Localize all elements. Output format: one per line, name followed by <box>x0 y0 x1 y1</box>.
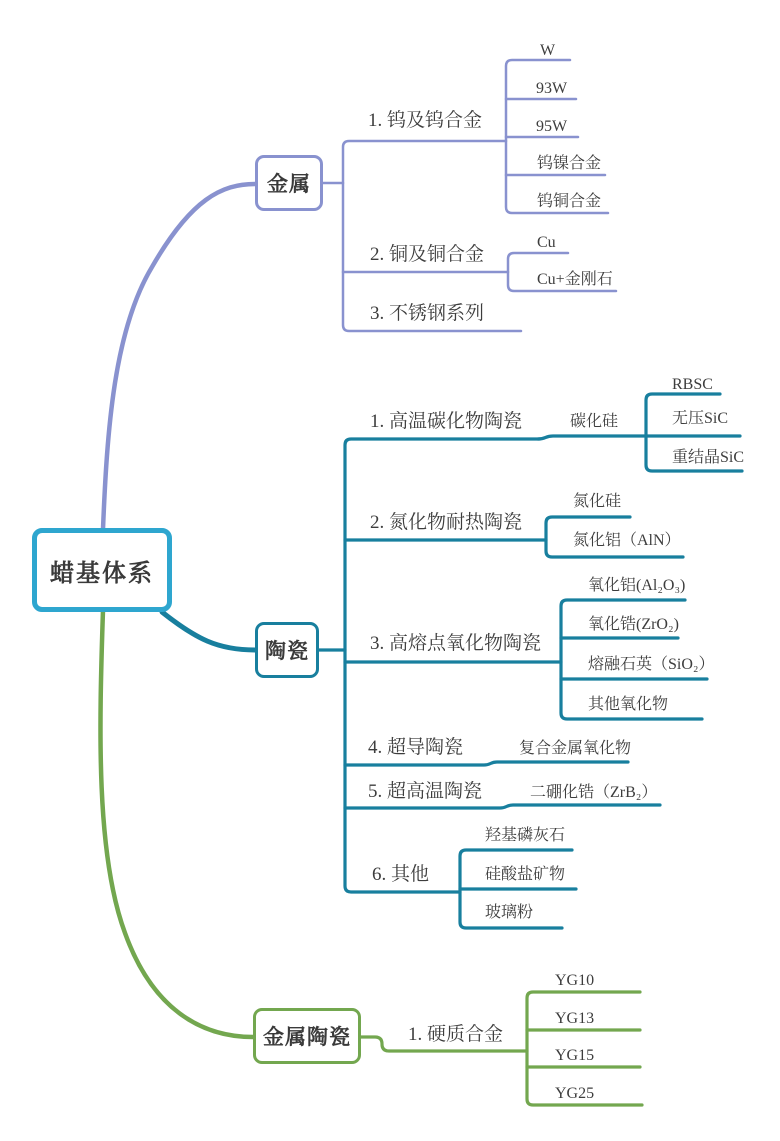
node-stainless-steel[interactable]: 3. 不锈钢系列 <box>370 303 485 324</box>
branch-cermet[interactable]: 金属陶瓷 <box>253 1008 361 1064</box>
node-yg15[interactable]: YG15 <box>555 1047 595 1064</box>
node-root[interactable]: 蜡基体系 <box>32 528 172 612</box>
node-composite-metal-oxide[interactable]: 复合金属氧化物 <box>519 740 632 757</box>
node-silicon-carbide[interactable]: 碳化硅 <box>570 413 619 430</box>
node-hard-alloy[interactable]: 1. 硬质合金 <box>408 1024 504 1045</box>
underline-silicon-carbide <box>538 436 740 439</box>
node-cu-diamond[interactable]: Cu+金刚石 <box>537 271 613 288</box>
node-rbsc[interactable]: RBSC <box>672 376 713 393</box>
node-other-oxides[interactable]: 其他氧化物 <box>588 696 669 713</box>
node-silicon-nitride[interactable]: 氮化硅 <box>573 493 622 510</box>
node-cu[interactable]: Cu <box>537 234 556 251</box>
underline-ultra-high-temp <box>345 805 660 808</box>
node-zirconia[interactable]: 氧化锆(ZrO₂) <box>588 616 679 633</box>
node-ultra-high-temp-ceramics[interactable]: 5. 超高温陶瓷 <box>368 781 483 802</box>
node-tungsten-alloys[interactable]: 1. 钨及钨合金 <box>368 110 483 131</box>
node-fused-silica[interactable]: 熔融石英（SiO₂） <box>588 656 715 673</box>
branch-ceramic[interactable]: 陶瓷 <box>255 622 319 678</box>
node-high-melting-oxide-ceramics[interactable]: 3. 高熔点氧化物陶瓷 <box>370 633 542 654</box>
node-silicate-minerals[interactable]: 硅酸盐矿物 <box>485 866 566 883</box>
node-yg13[interactable]: YG13 <box>555 1010 595 1027</box>
node-zirconium-diboride[interactable]: 二硼化锆（ZrB₂） <box>530 784 658 801</box>
node-nitride-ceramics[interactable]: 2. 氮化物耐热陶瓷 <box>370 512 523 533</box>
branch-metal[interactable]: 金属 <box>255 155 323 211</box>
node-95w[interactable]: 95W <box>536 118 568 135</box>
node-recrystallized-sic[interactable]: 重结晶SiC <box>672 449 745 466</box>
node-yg10[interactable]: YG10 <box>555 972 595 989</box>
connector-root-to-metal <box>103 184 255 529</box>
connector-root-to-ceramic <box>162 612 255 650</box>
node-copper-alloys[interactable]: 2. 铜及铜合金 <box>370 244 485 265</box>
node-yg25[interactable]: YG25 <box>555 1085 595 1102</box>
node-high-temp-carbide-ceramics[interactable]: 1. 高温碳化物陶瓷 <box>370 411 523 432</box>
node-glass-powder[interactable]: 玻璃粉 <box>485 904 534 921</box>
node-alumina[interactable]: 氧化铝(Al₂O₃) <box>588 577 686 594</box>
node-hydroxyapatite[interactable]: 羟基磷灰石 <box>485 827 566 844</box>
node-others[interactable]: 6. 其他 <box>372 864 430 885</box>
node-w[interactable]: W <box>540 42 556 59</box>
node-tungsten-copper-alloy[interactable]: 钨铜合金 <box>537 193 602 210</box>
node-93w[interactable]: 93W <box>536 80 568 97</box>
node-pressureless-sic[interactable]: 无压SiC <box>672 410 729 427</box>
connector-root-to-cermet <box>100 610 253 1037</box>
node-tungsten-nickel-alloy[interactable]: 钨镍合金 <box>537 155 602 172</box>
ceramic-main-bracket <box>345 439 540 892</box>
node-superconducting-ceramics[interactable]: 4. 超导陶瓷 <box>368 737 464 758</box>
underline-superconducting <box>345 762 628 765</box>
node-aluminum-nitride[interactable]: 氮化铝（AlN） <box>573 532 681 549</box>
